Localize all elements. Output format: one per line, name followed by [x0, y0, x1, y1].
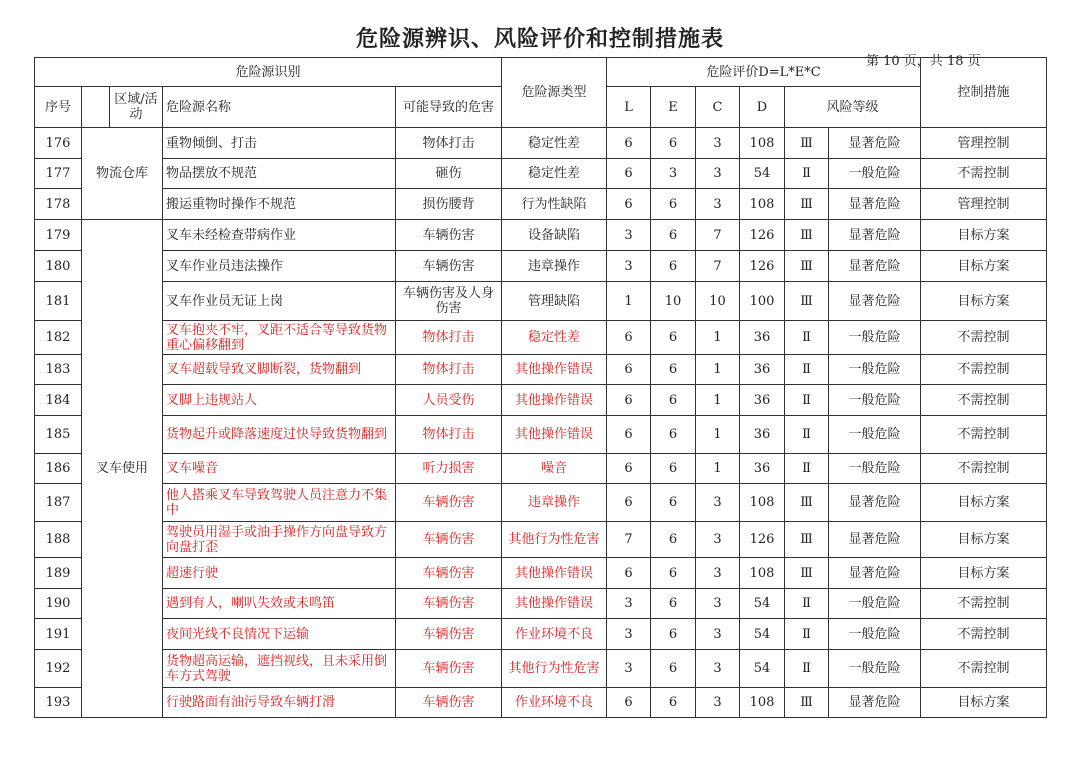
- cell-hazard-type: 管理缺陷: [502, 282, 607, 321]
- table-row: [35, 688, 1047, 718]
- cell-risk-level: 一般危险: [829, 321, 921, 355]
- cell-risk-level: 显著危险: [829, 522, 921, 558]
- cell-seq: 182: [35, 321, 82, 355]
- cell-hazard-name: 叉车抱夹不牢，叉距不适合等导致货物重心偏移翻到: [163, 321, 396, 355]
- cell-grade: Ⅲ: [785, 688, 829, 718]
- header-identification: 危险源识别: [35, 58, 502, 87]
- cell-risk-level: 显著危险: [829, 128, 921, 159]
- table-row: [35, 416, 1047, 454]
- page-title: 危险源辨识、风险评价和控制措施表: [355, 26, 724, 52]
- cell-risk-level: 显著危险: [829, 189, 921, 220]
- cell-C: 3: [696, 650, 740, 688]
- cell-grade: Ⅲ: [785, 128, 829, 159]
- table-row: [35, 321, 1047, 355]
- cell-harm: 车辆伤害: [396, 484, 502, 522]
- cell-L: 6: [607, 321, 651, 355]
- cell-hazard-type: 稳定性差: [502, 159, 607, 189]
- table-row: [35, 220, 1047, 251]
- cell-E: 6: [651, 220, 696, 251]
- cell-control: 不需控制: [921, 589, 1047, 619]
- header-L: L: [607, 87, 651, 128]
- cell-harm: 物体打击: [396, 321, 502, 355]
- cell-seq: 176: [35, 128, 82, 159]
- cell-hazard-name: 驾驶员用湿手或油手操作方向盘导致方向盘打歪: [163, 522, 396, 558]
- cell-control: 不需控制: [921, 355, 1047, 385]
- cell-C: 3: [696, 128, 740, 159]
- cell-C: 3: [696, 589, 740, 619]
- cell-L: 3: [607, 619, 651, 650]
- cell-E: 6: [651, 355, 696, 385]
- cell-control: 目标方案: [921, 220, 1047, 251]
- cell-C: 3: [696, 189, 740, 220]
- cell-C: 1: [696, 385, 740, 416]
- cell-seq: 192: [35, 650, 82, 688]
- cell-hazard-type: 违章操作: [502, 484, 607, 522]
- cell-hazard-type: 噪音: [502, 454, 607, 484]
- cell-control: 目标方案: [921, 558, 1047, 589]
- cell-seq: 191: [35, 619, 82, 650]
- cell-hazard-type: 其他操作错误: [502, 589, 607, 619]
- cell-L: 6: [607, 385, 651, 416]
- cell-seq: 179: [35, 220, 82, 251]
- cell-risk-level: 一般危险: [829, 454, 921, 484]
- cell-hazard-name: 叉车作业员违法操作: [163, 251, 396, 282]
- cell-E: 6: [651, 650, 696, 688]
- cell-grade: Ⅱ: [785, 321, 829, 355]
- cell-E: 10: [651, 282, 696, 321]
- cell-E: 6: [651, 385, 696, 416]
- cell-hazard-type: 设备缺陷: [502, 220, 607, 251]
- cell-hazard-name: 叉车噪音: [163, 454, 396, 484]
- cell-L: 6: [607, 128, 651, 159]
- cell-seq: 180: [35, 251, 82, 282]
- cell-grade: Ⅲ: [785, 522, 829, 558]
- table-row: [35, 650, 1047, 688]
- cell-seq: 177: [35, 159, 82, 189]
- cell-D: 108: [740, 128, 785, 159]
- cell-D: 36: [740, 321, 785, 355]
- cell-hazard-type: 其他操作错误: [502, 385, 607, 416]
- cell-E: 6: [651, 589, 696, 619]
- cell-hazard-type: 稳定性差: [502, 321, 607, 355]
- header-evaluation: 危险评价D=L*E*C: [607, 58, 921, 87]
- header-hazard-type: 危险源类型: [502, 58, 607, 128]
- cell-hazard-name: 货物超高运输，遮挡视线，且未采用倒车方式驾驶: [163, 650, 396, 688]
- cell-control: 目标方案: [921, 282, 1047, 321]
- cell-control: 管理控制: [921, 189, 1047, 220]
- cell-L: 6: [607, 484, 651, 522]
- header-possible-harm: 可能导致的危害: [396, 87, 502, 128]
- cell-E: 6: [651, 454, 696, 484]
- cell-harm: 损伤腰背: [396, 189, 502, 220]
- cell-grade: Ⅲ: [785, 558, 829, 589]
- cell-grade: Ⅱ: [785, 355, 829, 385]
- page-number: 第 10 页，共 18 页: [866, 54, 981, 69]
- cell-seq: 193: [35, 688, 82, 718]
- table-row: [35, 159, 1047, 189]
- cell-harm: 物体打击: [396, 128, 502, 159]
- table-row: [35, 454, 1047, 484]
- cell-control: 不需控制: [921, 619, 1047, 650]
- cell-hazard-type: 行为性缺陷: [502, 189, 607, 220]
- table-row: [35, 619, 1047, 650]
- cell-grade: Ⅲ: [785, 189, 829, 220]
- cell-hazard-name: 夜间光线不良情况下运输: [163, 619, 396, 650]
- cell-grade: Ⅱ: [785, 416, 829, 454]
- cell-hazard-name: 搬运重物时操作不规范: [163, 189, 396, 220]
- cell-harm: 人员受伤: [396, 385, 502, 416]
- cell-risk-level: 一般危险: [829, 619, 921, 650]
- cell-D: 126: [740, 220, 785, 251]
- cell-harm: 车辆伤害: [396, 619, 502, 650]
- cell-hazard-name: 行驶路面有油污导致车辆打滑: [163, 688, 396, 718]
- cell-harm: 车辆伤害: [396, 650, 502, 688]
- cell-L: 6: [607, 454, 651, 484]
- cell-hazard-type: 其他行为性危害: [502, 650, 607, 688]
- cell-L: 6: [607, 159, 651, 189]
- cell-grade: Ⅲ: [785, 220, 829, 251]
- cell-hazard-name: 叉车超载导致叉脚断裂，货物翻到: [163, 355, 396, 385]
- cell-area-forklift: 叉车使用: [82, 220, 163, 718]
- cell-hazard-name: 叉脚上违规站人: [163, 385, 396, 416]
- cell-grade: Ⅱ: [785, 589, 829, 619]
- cell-hazard-type: 稳定性差: [502, 128, 607, 159]
- cell-risk-level: 一般危险: [829, 650, 921, 688]
- cell-hazard-name: 叉车未经检查带病作业: [163, 220, 396, 251]
- cell-harm: 车辆伤害及人身伤害: [396, 282, 502, 321]
- cell-C: 1: [696, 321, 740, 355]
- cell-L: 3: [607, 220, 651, 251]
- cell-C: 3: [696, 159, 740, 189]
- cell-seq: 187: [35, 484, 82, 522]
- cell-L: 3: [607, 589, 651, 619]
- cell-C: 7: [696, 251, 740, 282]
- cell-harm: 车辆伤害: [396, 251, 502, 282]
- cell-hazard-name: 货物起升或降落速度过快导致货物翻到: [163, 416, 396, 454]
- cell-C: 1: [696, 416, 740, 454]
- header-area: 区域/活动: [110, 87, 163, 128]
- cell-risk-level: 一般危险: [829, 385, 921, 416]
- cell-E: 6: [651, 416, 696, 454]
- cell-L: 6: [607, 416, 651, 454]
- cell-seq: 178: [35, 189, 82, 220]
- cell-control: 目标方案: [921, 484, 1047, 522]
- cell-D: 126: [740, 522, 785, 558]
- cell-seq: 183: [35, 355, 82, 385]
- cell-risk-level: 显著危险: [829, 484, 921, 522]
- cell-risk-level: 一般危险: [829, 589, 921, 619]
- cell-hazard-name: 物品摆放不规范: [163, 159, 396, 189]
- header-risk-level: 风险等级: [785, 87, 921, 128]
- cell-hazard-name: 他人搭乘叉车导致驾驶人员注意力不集中: [163, 484, 396, 522]
- cell-harm: 车辆伤害: [396, 522, 502, 558]
- cell-D: 36: [740, 385, 785, 416]
- cell-hazard-type: 其他操作错误: [502, 416, 607, 454]
- cell-D: 126: [740, 251, 785, 282]
- cell-control: 目标方案: [921, 251, 1047, 282]
- cell-control: 目标方案: [921, 688, 1047, 718]
- cell-grade: Ⅲ: [785, 251, 829, 282]
- cell-hazard-type: 作业环境不良: [502, 619, 607, 650]
- cell-hazard-type: 作业环境不良: [502, 688, 607, 718]
- cell-C: 10: [696, 282, 740, 321]
- cell-C: 1: [696, 454, 740, 484]
- table-row: [35, 189, 1047, 220]
- cell-E: 6: [651, 619, 696, 650]
- hazard-table: [34, 57, 1047, 718]
- cell-seq: 185: [35, 416, 82, 454]
- cell-risk-level: 一般危险: [829, 159, 921, 189]
- cell-grade: Ⅱ: [785, 650, 829, 688]
- cell-C: 3: [696, 688, 740, 718]
- cell-hazard-type: 其他操作错误: [502, 558, 607, 589]
- cell-hazard-name: 遇到有人，喇叭失效或未鸣笛: [163, 589, 396, 619]
- cell-control: 管理控制: [921, 128, 1047, 159]
- cell-seq: 184: [35, 385, 82, 416]
- header-D: D: [740, 87, 785, 128]
- cell-D: 108: [740, 189, 785, 220]
- cell-L: 3: [607, 251, 651, 282]
- header-E: E: [651, 87, 696, 128]
- cell-C: 3: [696, 484, 740, 522]
- cell-grade: Ⅱ: [785, 619, 829, 650]
- table-row: [35, 558, 1047, 589]
- cell-grade: Ⅱ: [785, 385, 829, 416]
- cell-D: 54: [740, 159, 785, 189]
- table-row: [35, 589, 1047, 619]
- cell-risk-level: 显著危险: [829, 251, 921, 282]
- cell-risk-level: 显著危险: [829, 220, 921, 251]
- cell-risk-level: 显著危险: [829, 688, 921, 718]
- cell-seq: 188: [35, 522, 82, 558]
- cell-hazard-type: 违章操作: [502, 251, 607, 282]
- cell-L: 3: [607, 650, 651, 688]
- cell-D: 36: [740, 454, 785, 484]
- cell-D: 108: [740, 688, 785, 718]
- cell-harm: 听力损害: [396, 454, 502, 484]
- cell-E: 6: [651, 321, 696, 355]
- cell-D: 36: [740, 355, 785, 385]
- cell-control: 不需控制: [921, 454, 1047, 484]
- cell-E: 6: [651, 688, 696, 718]
- header-blank: [82, 87, 110, 128]
- cell-grade: Ⅲ: [785, 484, 829, 522]
- cell-D: 54: [740, 619, 785, 650]
- cell-harm: 砸伤: [396, 159, 502, 189]
- cell-L: 1: [607, 282, 651, 321]
- cell-E: 6: [651, 484, 696, 522]
- cell-L: 6: [607, 189, 651, 220]
- cell-control: 不需控制: [921, 650, 1047, 688]
- cell-seq: 181: [35, 282, 82, 321]
- cell-D: 100: [740, 282, 785, 321]
- cell-L: 6: [607, 558, 651, 589]
- cell-C: 1: [696, 355, 740, 385]
- table-row: [35, 355, 1047, 385]
- cell-harm: 物体打击: [396, 416, 502, 454]
- cell-C: 3: [696, 522, 740, 558]
- cell-harm: 物体打击: [396, 355, 502, 385]
- cell-E: 6: [651, 558, 696, 589]
- cell-D: 108: [740, 558, 785, 589]
- header-hazard-name: 危险源名称: [163, 87, 396, 128]
- cell-L: 7: [607, 522, 651, 558]
- cell-seq: 189: [35, 558, 82, 589]
- header-seq: 序号: [35, 87, 82, 128]
- cell-control: 不需控制: [921, 321, 1047, 355]
- cell-D: 54: [740, 650, 785, 688]
- cell-grade: Ⅱ: [785, 454, 829, 484]
- cell-C: 7: [696, 220, 740, 251]
- cell-grade: Ⅲ: [785, 282, 829, 321]
- cell-risk-level: 显著危险: [829, 558, 921, 589]
- cell-C: 3: [696, 619, 740, 650]
- cell-risk-level: 一般危险: [829, 416, 921, 454]
- cell-E: 6: [651, 189, 696, 220]
- table-row: [35, 128, 1047, 159]
- table-row: [35, 385, 1047, 416]
- cell-hazard-name: 重物倾倒、打击: [163, 128, 396, 159]
- cell-control: 不需控制: [921, 159, 1047, 189]
- cell-seq: 190: [35, 589, 82, 619]
- cell-D: 54: [740, 589, 785, 619]
- cell-harm: 车辆伤害: [396, 589, 502, 619]
- cell-control: 不需控制: [921, 385, 1047, 416]
- cell-harm: 车辆伤害: [396, 220, 502, 251]
- cell-harm: 车辆伤害: [396, 688, 502, 718]
- cell-E: 6: [651, 522, 696, 558]
- cell-control: 不需控制: [921, 416, 1047, 454]
- cell-E: 3: [651, 159, 696, 189]
- header-control-measures: 控制措施: [921, 58, 1047, 128]
- cell-hazard-name: 叉车作业员无证上岗: [163, 282, 396, 321]
- cell-L: 6: [607, 688, 651, 718]
- cell-grade: Ⅱ: [785, 159, 829, 189]
- cell-risk-level: 显著危险: [829, 282, 921, 321]
- cell-control: 目标方案: [921, 522, 1047, 558]
- table-row: [35, 484, 1047, 522]
- cell-risk-level: 一般危险: [829, 355, 921, 385]
- cell-E: 6: [651, 128, 696, 159]
- header-row-1: [35, 58, 1047, 87]
- table-row: [35, 251, 1047, 282]
- cell-hazard-type: 其他操作错误: [502, 355, 607, 385]
- header-C: C: [696, 87, 740, 128]
- cell-L: 6: [607, 355, 651, 385]
- table-row: [35, 282, 1047, 321]
- cell-harm: 车辆伤害: [396, 558, 502, 589]
- cell-D: 36: [740, 416, 785, 454]
- cell-C: 3: [696, 558, 740, 589]
- cell-hazard-name: 超速行驶: [163, 558, 396, 589]
- cell-area-warehouse: 物流仓库: [82, 128, 163, 220]
- cell-hazard-type: 其他行为性危害: [502, 522, 607, 558]
- table-row: [35, 522, 1047, 558]
- cell-D: 108: [740, 484, 785, 522]
- cell-E: 6: [651, 251, 696, 282]
- cell-seq: 186: [35, 454, 82, 484]
